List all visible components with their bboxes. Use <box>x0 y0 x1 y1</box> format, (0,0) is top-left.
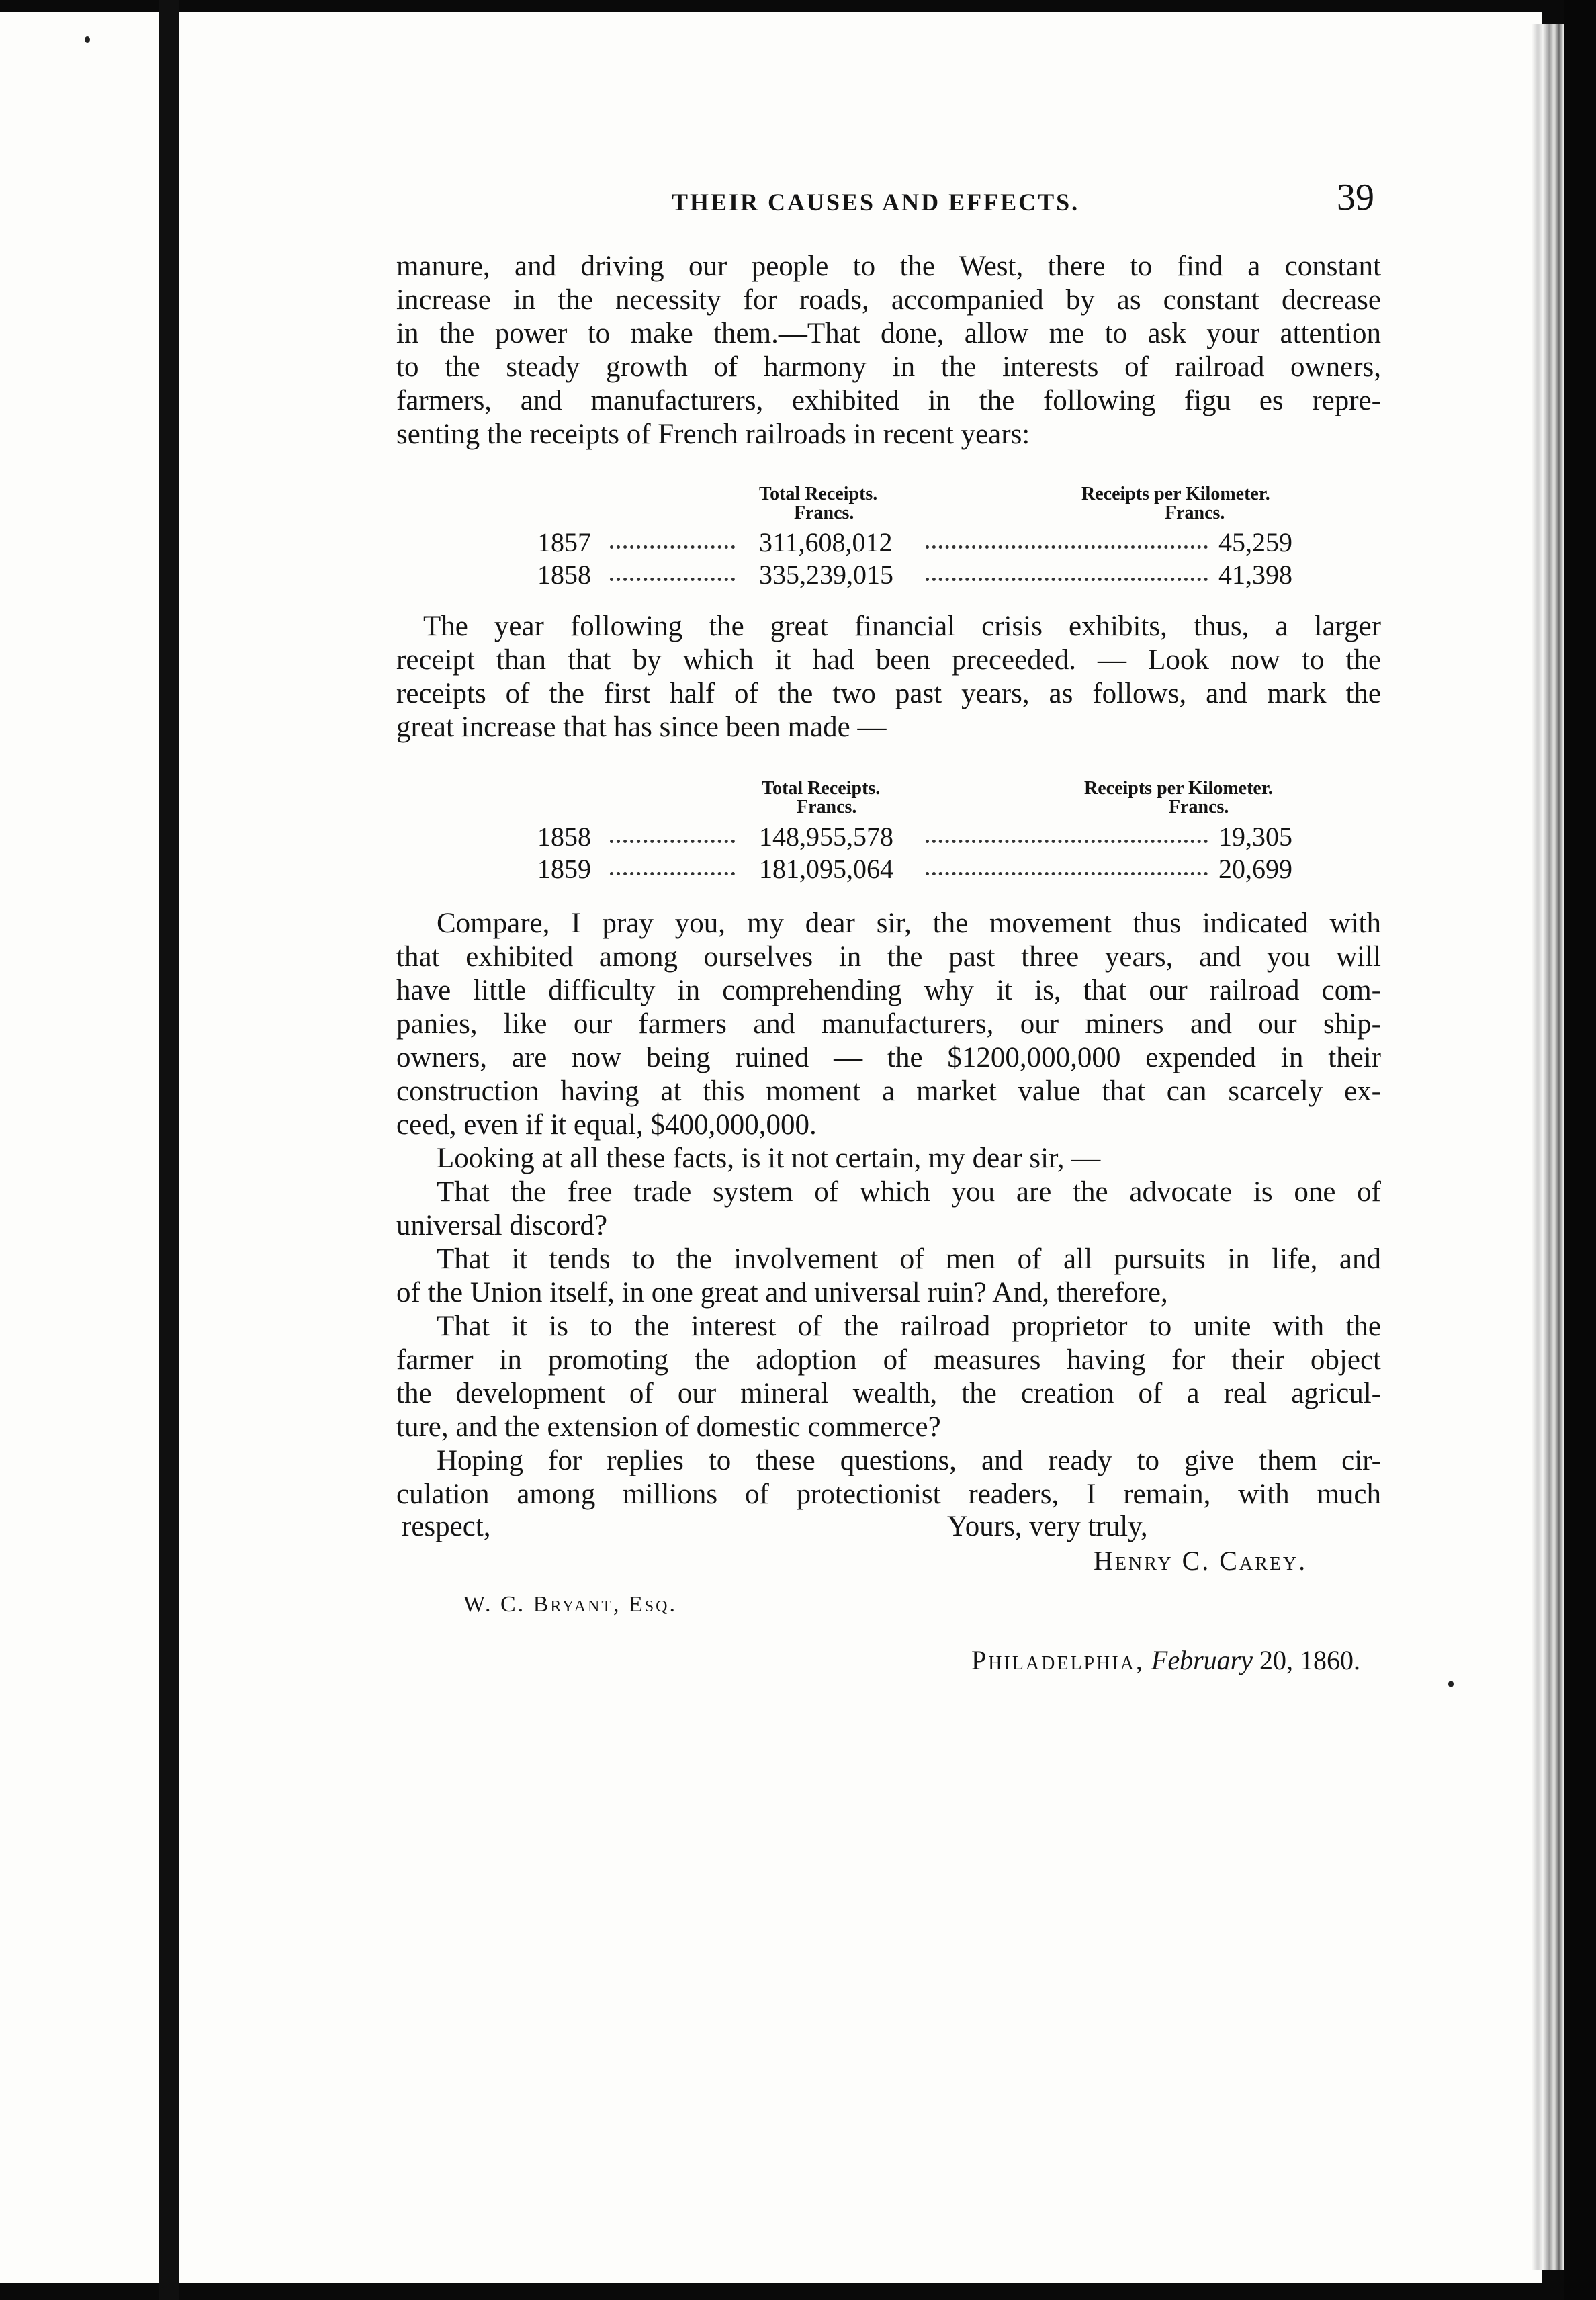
page-header <box>672 176 1374 230</box>
table-row <box>396 821 1381 853</box>
text-line: universal discord? <box>396 1210 608 1241</box>
row-per-km: 45,259 <box>1218 527 1292 558</box>
row-total: 148,955,578 <box>759 822 893 852</box>
column-unit-total: Francs. <box>794 502 854 523</box>
text-line: That the free trade system of which you are the advocate is one of <box>437 1176 1381 1208</box>
table-row <box>396 559 1381 591</box>
leader-dots <box>610 578 735 581</box>
leader-dots <box>926 872 1208 875</box>
row-year: 1857 <box>537 527 591 558</box>
text-line: receipts of the first half of the two past years, as follows, and mark the <box>396 678 1381 709</box>
book-gutter <box>159 0 179 2300</box>
text-line: of the Union itself, in one great and universal ruin? And, therefore, <box>396 1277 1168 1309</box>
leader-dots <box>610 840 735 843</box>
table-row <box>396 853 1381 885</box>
paragraph-intro <box>396 250 1381 451</box>
row-per-km: 41,398 <box>1218 560 1292 590</box>
text-line: have little difficulty in comprehending why it is, that our railroad com- <box>396 975 1381 1006</box>
text-line: manure, and driving our people to the West, there to find a constant <box>396 251 1381 282</box>
text-line: to the steady growth of harmony in the interests of railroad owners, <box>396 351 1381 383</box>
row-year: 1858 <box>537 560 591 590</box>
scan-speck <box>85 36 90 43</box>
column-unit-per-km: Francs. <box>1165 502 1225 523</box>
column-header-per-km: Receipts per Kilometer. <box>1081 484 1270 504</box>
leader-dots <box>926 545 1208 549</box>
dateline-place: Philadelphia, <box>971 1645 1145 1675</box>
row-year: 1859 <box>537 854 591 884</box>
row-total: 335,239,015 <box>759 560 893 590</box>
text-line: owners, are now being ruined — the $1200,000,000 expended in their <box>396 1042 1381 1073</box>
column-unit-total: Francs. <box>797 797 857 817</box>
text-line: ceed, even if it equal, $400,000,000. <box>396 1109 817 1141</box>
running-title: THEIR CAUSES AND EFFECTS. <box>672 189 1080 216</box>
text-line: ture, and the extension of domestic commerce? <box>396 1411 941 1443</box>
page-number: 39 <box>1337 177 1374 218</box>
text-line: the development of our mineral wealth, the creation of a real agricul- <box>396 1378 1381 1409</box>
column-header-total: Total Receipts. <box>762 778 881 799</box>
closing-respect: respect, <box>402 1511 491 1542</box>
addressee: W. C. Bryant, Esq. <box>463 1592 677 1617</box>
text-line: receipt than that by which it had been preceeded. — Look now to the <box>396 644 1381 676</box>
scan-border <box>1564 0 1596 2300</box>
dateline-month: February <box>1151 1645 1253 1675</box>
dateline <box>971 1644 1360 1676</box>
row-year: 1858 <box>537 822 591 852</box>
column-header-total: Total Receipts. <box>759 484 878 504</box>
text-line: increase in the necessity for roads, accompanied by as constant decrease <box>396 284 1381 316</box>
column-unit-per-km: Francs. <box>1169 797 1229 817</box>
table-row <box>396 527 1381 559</box>
facing-page-edge <box>0 12 159 2283</box>
text-line: in the power to make them.—That done, allow me to ask your attention <box>396 318 1381 349</box>
receipts-table-2 <box>396 778 1381 885</box>
text-line: That it is to the interest of the railroad proprietor to unite with the <box>437 1311 1381 1342</box>
signature: Henry C. Carey. <box>1094 1546 1308 1576</box>
row-total: 311,608,012 <box>759 527 893 558</box>
text-line: senting the receipts of French railroads in recent years: <box>396 418 1030 450</box>
paragraph-compare <box>396 907 1381 1511</box>
text-line: Hoping for replies to these questions, and ready to give them cir- <box>437 1445 1381 1476</box>
text-line: farmers, and manufacturers, exhibited in the following figu es repre- <box>396 385 1381 416</box>
paragraph-crisis <box>396 610 1381 744</box>
receipts-table-1 <box>396 484 1381 591</box>
row-per-km: 19,305 <box>1218 822 1292 852</box>
dateline-day-year: 20, 1860. <box>1259 1645 1360 1675</box>
text-line: Looking at all these facts, is it not certain, my dear sir, — <box>437 1143 1101 1174</box>
row-total: 181,095,064 <box>759 854 893 884</box>
text-line: culation among millions of protectionist readers, I remain, with much <box>396 1478 1381 1510</box>
text-line: that exhibited among ourselves in the past three years, and you will <box>396 941 1381 973</box>
text-line: The year following the great financial crisis exhibits, thus, a larger <box>423 611 1381 642</box>
text-line: farmer in promoting the adoption of measures having for their object <box>396 1344 1381 1376</box>
page-stack-edge <box>1532 24 1564 2270</box>
leader-dots <box>610 872 735 875</box>
leader-dots <box>926 840 1208 843</box>
text-line: Compare, I pray you, my dear sir, the movement thus indicated with <box>437 908 1381 939</box>
column-header-per-km: Receipts per Kilometer. <box>1084 778 1273 799</box>
leader-dots <box>610 545 735 549</box>
text-line: That it tends to the involvement of men of all pursuits in life, and <box>437 1243 1381 1275</box>
text-line: construction having at this moment a market value that can scarcely ex- <box>396 1075 1381 1107</box>
scan-speck <box>1448 1681 1454 1687</box>
text-line: great increase that has since been made — <box>396 711 887 743</box>
closing-yours: Yours, very truly, <box>947 1511 1148 1542</box>
row-per-km: 20,699 <box>1218 854 1292 884</box>
leader-dots <box>926 578 1208 581</box>
text-line: panies, like our farmers and manufacturers, our miners and our ship- <box>396 1008 1381 1040</box>
